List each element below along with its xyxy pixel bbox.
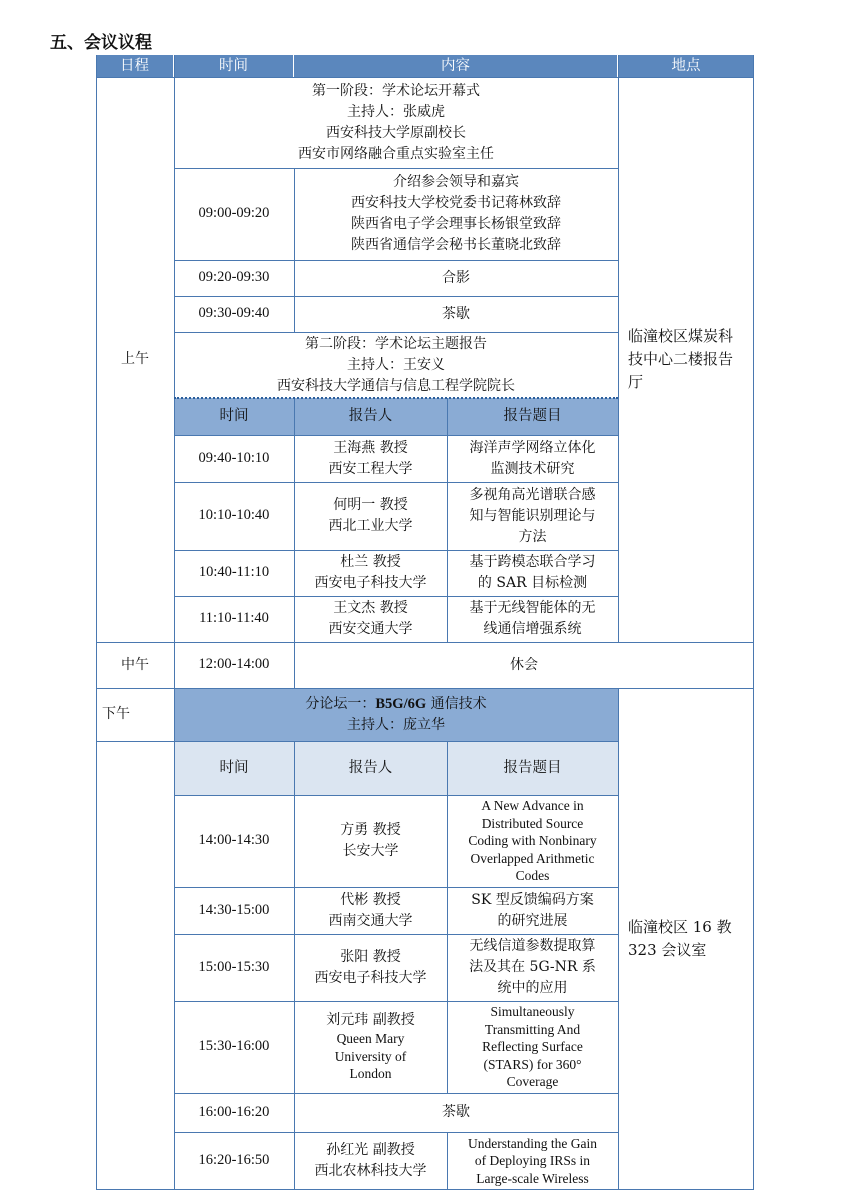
- topic-line: Distributed Source: [481, 815, 584, 831]
- noon-label: 中午: [121, 656, 149, 673]
- header-time: 时间: [174, 55, 294, 77]
- speaker-name: 代彬 教授: [340, 891, 401, 908]
- welcome-time: 09:00-09:20: [198, 205, 270, 222]
- topic-line: 的研究进展: [497, 912, 568, 929]
- talk-time: 15:00-15:30: [198, 958, 270, 975]
- morning-label: 上午: [121, 351, 149, 367]
- stage1-title: 第一阶段：学术论坛开幕式: [312, 82, 480, 99]
- speaker-affiliation: 西南交通大学: [328, 912, 413, 929]
- topic-line: Codes: [515, 868, 550, 884]
- speaker-name: 张阳 教授: [340, 948, 401, 965]
- location-line: 323 会议室: [628, 941, 707, 959]
- welcome-line: 西安科技大学校党委书记蒋林致辞: [351, 195, 561, 211]
- location-line: 厅: [628, 373, 644, 391]
- talk-time: 10:10-10:40: [198, 507, 270, 524]
- stage1-block: [174, 77, 618, 168]
- stage2-title: 第二阶段：学术论坛主题报告: [305, 335, 487, 352]
- talk-time: 09:40-10:10: [198, 449, 270, 466]
- talk-speaker: [294, 1001, 447, 1093]
- talk-topic: [447, 887, 618, 934]
- forum-host: 主持人：庞立华: [347, 716, 445, 733]
- topic-line: 多视角高光谱联合感: [469, 486, 596, 503]
- talk-topic: [447, 1001, 618, 1093]
- tea-break: 茶歇: [442, 1104, 470, 1120]
- talk-time: 15:30-16:00: [198, 1038, 270, 1055]
- topic-line: (STARS) for 360°: [483, 1056, 582, 1072]
- speaker-affiliation: 西安电子科技大学: [314, 575, 427, 591]
- tea-time: 09:30-09:40: [198, 305, 270, 322]
- talk-topic: [447, 435, 618, 482]
- welcome-block: [294, 168, 618, 260]
- speaker-affiliation: 长安大学: [342, 843, 399, 859]
- photo-session: 合影: [442, 269, 470, 286]
- section-title: 五、会议议程: [50, 33, 152, 53]
- header-date: 日程: [96, 55, 174, 77]
- tea-time: 16:00-16:20: [198, 1103, 270, 1120]
- topic-line: Transmitting And: [484, 1021, 581, 1037]
- talk-topic: [447, 934, 618, 1001]
- talk-speaker: [294, 795, 447, 887]
- talk-speaker: [294, 934, 447, 1001]
- speaker-affiliation: 西安工程大学: [328, 460, 413, 477]
- speaker-name: 孙红光 副教授: [326, 1142, 415, 1158]
- topic-line: 知与智能识别理论与: [469, 507, 596, 524]
- talk-speaker: [294, 550, 447, 596]
- stage1-host: 主持人：张威虎: [347, 103, 445, 120]
- header-content: 内容: [294, 55, 618, 77]
- speaker-affiliation: 西安电子科技大学: [314, 969, 427, 986]
- speaker-affiliation: Queen Mary: [336, 1031, 405, 1047]
- topic-line: 的 SAR 目标检测: [477, 575, 588, 591]
- topic-line: 方法: [518, 528, 547, 545]
- location-line: 技中心二楼报告: [628, 350, 734, 368]
- topic-line: Overlapped Arithmetic: [470, 850, 595, 866]
- afternoon-label: 下午: [102, 706, 130, 722]
- topic-line: Coding with Nonbinary: [468, 833, 597, 849]
- stage2-block: [174, 332, 618, 398]
- speaker-name: 王文杰 教授: [333, 600, 408, 616]
- afternoon-subheader-speaker: 报告人: [294, 741, 447, 795]
- tea-break: 茶歇: [442, 305, 470, 322]
- topic-line: Reflecting Surface: [482, 1039, 583, 1055]
- morning-location: [618, 77, 754, 642]
- topic-line: of Deploying IRSs in: [474, 1153, 591, 1169]
- talk-speaker: [294, 1132, 447, 1190]
- speaker-affiliation: 西北农林科技大学: [314, 1163, 427, 1179]
- morning-subheader-topic: 报告题目: [447, 398, 618, 435]
- topic-line: A New Advance in: [481, 798, 584, 814]
- photo-time: 09:20-09:30: [198, 269, 270, 286]
- talk-topic: [447, 596, 618, 642]
- topic-line: 基于跨模态联合学习: [469, 554, 596, 570]
- topic-line: SK 型反馈编码方案: [471, 891, 594, 908]
- morning-subheader-speaker: 报告人: [294, 398, 447, 435]
- topic-line: 基于无线智能体的无: [469, 600, 596, 616]
- topic-line: Understanding the Gain: [468, 1135, 597, 1151]
- forum-name: B5G/6G: [375, 695, 427, 712]
- noon-break: 休会: [510, 656, 538, 673]
- talk-topic: [447, 550, 618, 596]
- talk-speaker: [294, 435, 447, 482]
- speaker-name: 王海燕 教授: [333, 439, 408, 456]
- noon-time: 12:00-14:00: [198, 656, 270, 673]
- speaker-name: 何明一 教授: [333, 497, 408, 513]
- talk-topic: [447, 482, 618, 550]
- speaker-affiliation: University of: [334, 1048, 407, 1064]
- afternoon-subheader-time: 时间: [174, 741, 294, 795]
- speaker-affiliation: London: [349, 1066, 392, 1082]
- topic-line: 海洋声学网络立体化: [469, 439, 596, 456]
- stage1-host-title: 西安科技大学原副校长: [326, 124, 466, 141]
- stage2-host-title: 西安科技大学通信与信息工程学院院长: [277, 377, 515, 394]
- talk-time: 10:40-11:10: [198, 564, 270, 581]
- speaker-name: 杜兰 教授: [340, 554, 401, 570]
- forum-block: [174, 688, 618, 741]
- forum-suffix: 通信技术: [426, 695, 487, 712]
- welcome-line: 介绍参会领导和嘉宾: [393, 174, 519, 190]
- speaker-affiliation: 西安交通大学: [328, 621, 413, 637]
- talk-time: 11:10-11:40: [199, 610, 269, 627]
- topic-line: Simultaneously: [490, 1004, 575, 1020]
- topic-line: 统中的应用: [497, 980, 568, 996]
- forum-title: [305, 694, 486, 715]
- header-location: 地点: [618, 55, 754, 77]
- location-line: 临潼校区 16 教: [628, 918, 732, 936]
- location-line: 临潼校区煤炭科: [628, 327, 734, 345]
- stage2-host: 主持人：王安义: [347, 356, 445, 373]
- welcome-line: 陕西省电子学会理事长杨银堂致辞: [351, 216, 561, 232]
- speaker-name: 方勇 教授: [340, 822, 401, 838]
- welcome-line: 陕西省通信学会秘书长董晓北致辞: [351, 237, 561, 253]
- topic-line: 监测技术研究: [490, 460, 575, 477]
- talk-speaker: [294, 482, 447, 550]
- speaker-affiliation: 西北工业大学: [328, 518, 413, 534]
- talk-time: 16:20-16:50: [198, 1152, 270, 1169]
- stage1-host-title2: 西安市网络融合重点实验室主任: [298, 145, 494, 162]
- talk-topic: [447, 795, 618, 887]
- morning-subheader-time: 时间: [174, 398, 294, 435]
- talk-speaker: [294, 596, 447, 642]
- talk-time: 14:30-15:00: [198, 901, 270, 918]
- speaker-name: 刘元玮 副教授: [326, 1012, 415, 1029]
- topic-line: 线通信增强系统: [483, 621, 582, 637]
- topic-line: 无线信道参数提取算: [469, 938, 596, 954]
- talk-topic: [447, 1132, 618, 1190]
- talk-speaker: [294, 887, 447, 934]
- topic-line: 法及其在 5G-NR 系: [469, 959, 596, 975]
- topic-line: Large-scale Wireless: [476, 1170, 589, 1186]
- topic-line: Coverage: [506, 1074, 559, 1090]
- talk-time: 14:00-14:30: [198, 832, 270, 849]
- afternoon-subheader-topic: 报告题目: [447, 741, 618, 795]
- forum-prefix: 分论坛一：: [305, 695, 376, 712]
- afternoon-location: [618, 688, 754, 1190]
